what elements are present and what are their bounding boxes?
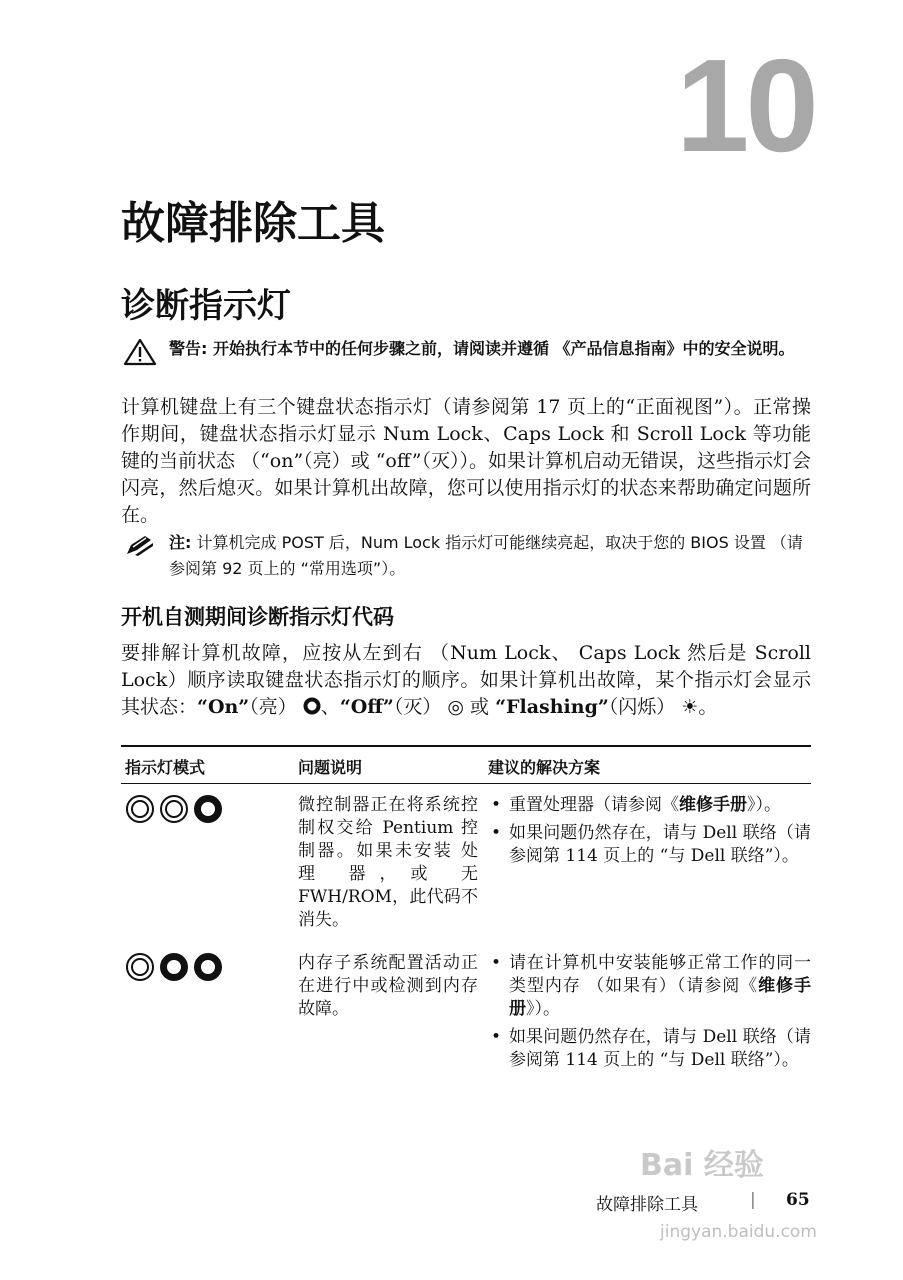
led-off-icon: ◎	[447, 696, 464, 718]
note-text: 计算机完成 POST 后，Num Lock 指示灯可能继续亮起，取决于您的 BIOS 设置 （请参阅第 92 页上的 “常用选项”）。	[169, 533, 803, 578]
solution-item: • 如果问题仍然存在，请与 Dell 联络（请参阅第 114 页上的 “与 Dell 联络”）。	[488, 1026, 811, 1072]
subsection-title: 开机自测期间诊断指示灯代码	[121, 605, 394, 629]
note-block	[121, 530, 811, 582]
footer-separator: |	[750, 1190, 756, 1210]
footer-chapter-title: 故障排除工具	[596, 1195, 698, 1215]
led-off-icon	[125, 952, 155, 982]
flashing-label: “Flashing”	[495, 696, 609, 718]
on-label-cn: （亮）	[249, 696, 297, 718]
off-label-cn: （灭）	[393, 696, 442, 718]
led-flashing-icon: ☀	[681, 696, 699, 718]
off-label: “Off”	[339, 696, 394, 718]
warning-block	[121, 336, 811, 362]
header-problem: 问题说明	[298, 758, 363, 777]
table-row	[121, 794, 811, 952]
page-number: 65	[786, 1190, 810, 1210]
intro-paragraph: 计算机键盘上有三个键盘状态指示灯（请参阅第 17 页上的“正面视图”）。正常操作期间，键盘状态指示灯显示 Num Lock、Caps Lock 和 Scroll Lock 等功能键的当前状态 （“on”（亮）或 “off”（灭））。如果计算机启动无错误，这些指示灯会闪亮，然后熄灭。如果计算机出故障，您可以使用指示灯的状态来帮助确定问题所在。	[121, 396, 811, 526]
header-light-pattern: 指示灯模式	[125, 758, 206, 777]
led-on-icon	[193, 952, 223, 982]
led-off-icon	[159, 794, 189, 824]
note-label: 注:	[169, 533, 192, 552]
problem-description: 微控制器正在将系统控制权交给 Pentium 控制器。如果未安装 处 理 器，或 无 FWH/ROM，此代码不消失。	[298, 795, 478, 930]
instruction-text: 要排解计算机故障，应按从左到右 （Num Lock、 Caps Lock 然后是 Scroll Lock）顺序读取键盘状态指示灯的顺序。如果计算机出故障，某个指示灯会显示其状态：	[121, 642, 811, 718]
pencil-note-icon	[125, 534, 155, 556]
led-off-icon	[125, 794, 155, 824]
watermark-url: jingyan.baidu.com	[660, 1222, 817, 1242]
paragraph-end: 。	[698, 696, 718, 718]
or-text: 或	[464, 696, 496, 718]
flashing-label-cn: （闪烁）	[608, 696, 676, 718]
diagnostic-lights-table	[121, 745, 811, 1102]
problem-description: 内存子系统配置活动正在进行中或检测到内存故障。	[298, 953, 478, 1019]
section-title: 诊断指示灯	[121, 286, 291, 326]
solution-item: • 请在计算机中安装能够正常工作的同一类型内存 （如果有）（请参阅《维修手册》）。	[488, 952, 811, 1021]
light-pattern	[125, 952, 227, 982]
chapter-number: 10	[676, 32, 815, 179]
solution-list	[488, 952, 811, 1077]
header-solution: 建议的解决方案	[488, 758, 601, 777]
watermark-logo: Bai 经验	[640, 1148, 764, 1183]
warning-label: 警告:	[169, 339, 208, 358]
chapter-title: 故障排除工具	[121, 198, 385, 249]
instruction-paragraph	[121, 640, 811, 721]
on-label: “On”	[197, 696, 250, 718]
led-on-icon	[303, 697, 321, 715]
table-row	[121, 952, 811, 1102]
led-on-icon	[193, 794, 223, 824]
table-header	[121, 745, 811, 784]
warning-text: 开始执行本节中的任何步骤之前，请阅读并遵循 《产品信息指南》中的安全说明。	[212, 339, 795, 358]
light-pattern	[125, 794, 227, 824]
legend-separator: 、	[320, 696, 340, 718]
warning-triangle-icon	[123, 338, 157, 366]
solution-item: • 重置处理器（请参阅《维修手册》）。	[488, 794, 811, 817]
led-on-icon	[159, 952, 189, 982]
solution-item: • 如果问题仍然存在，请与 Dell 联络（请参阅第 114 页上的 “与 Dell 联络”）。	[488, 822, 811, 868]
solution-list	[488, 794, 811, 873]
